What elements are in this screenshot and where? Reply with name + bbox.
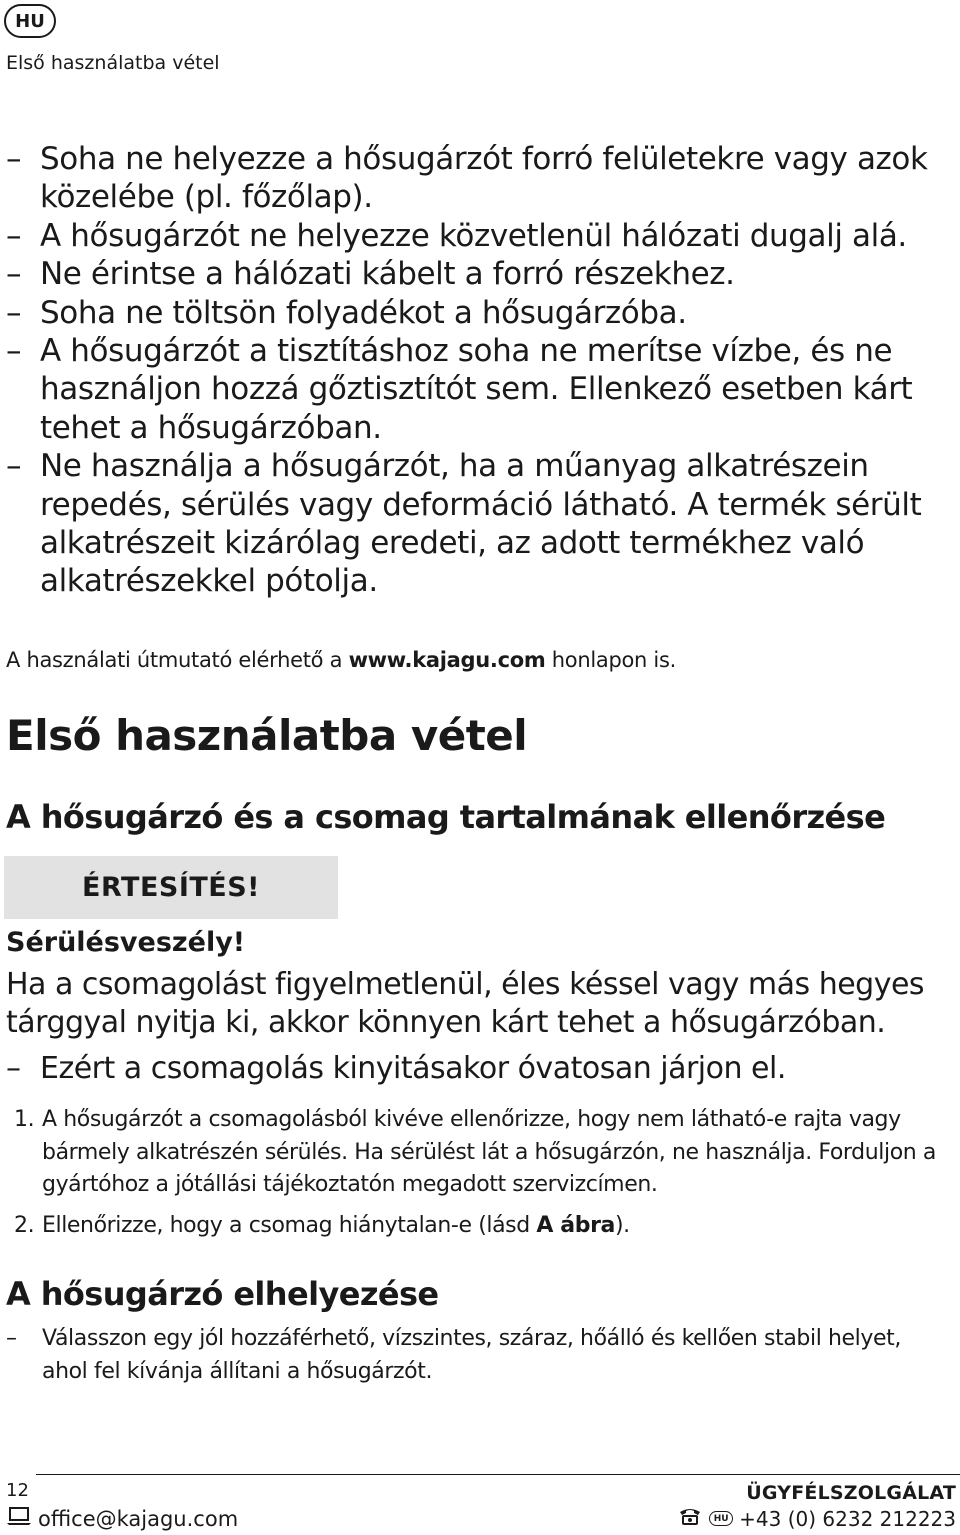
list-item: – A hősugárzót a tisztításhoz soha ne merítse vízbe, és ne használjon hozzá gőztisztítót sem. Ellenkező esetben kárt tehet a hősugárzóban. [6,332,956,447]
running-header-title: Első használatba vétel [6,52,220,74]
note-prefix: A használati útmutató elérhető a [6,648,349,672]
subsection-title-placement: A hősugárzó elhelyezése [6,1275,439,1313]
email-address[interactable]: office@kajagu.com [38,1506,239,1531]
warning-bullet-list [6,1051,786,1086]
list-item: – Válasszon egy jól hozzáférhető, vízszintes, száraz, hőálló és kellően stabil helyet, ahol fel kívánja állítani a hősugárzót. [6,1323,946,1388]
phone-number[interactable]: +43 (0) 6232 212223 [739,1506,956,1531]
step-text-prefix: Ellenőrizze, hogy a csomag hiánytalan-e (lásd [42,1212,537,1238]
phone-icon [677,1506,703,1531]
list-item: – Soha ne helyezze a hősugárzót forró felületekre vagy azok közelébe (pl. főzőlap). [6,140,956,217]
step-text-suffix: ). [614,1212,630,1238]
manual-availability-note [6,648,676,672]
step-number: 2. [14,1212,35,1238]
placement-bullet-list [6,1323,946,1388]
steps-list [6,1104,941,1250]
list-item: – Ne érintse a hálózati kábelt a forró részekhez. [6,255,956,293]
safety-bullet-list [6,140,956,601]
website-link[interactable]: www.kajagu.com [348,648,546,672]
list-item: – Ezért a csomagolás kinyitásakor óvatosan járjon el. [40,1051,786,1086]
notice-box [4,856,338,919]
language-badge: HU [4,4,56,38]
step-text: A hősugárzót a csomagolásból kivéve ellenőrizze, hogy nem látható-e rajta vagy bármely alkatrészén sérülés. Ha sérülést lát a hősugárzón, ne használja. Forduljon a gyártóhoz a jótállási tájékoztatón megadott szervizcímen. [42,1107,936,1197]
subsection-title-check: A hősugárzó és a csomag tartalmának ellenőrzése [6,798,886,836]
footer-divider [36,1474,960,1475]
step-text [42,1213,630,1238]
phone-country-badge: HU [709,1511,733,1526]
figure-reference: A ábra [536,1212,615,1238]
warning-title: Sérülésveszély! [6,927,246,958]
list-item: – Soha ne töltsön folyadékot a hősugárzóba. [6,294,956,332]
step-number: 1. [14,1107,35,1132]
list-item: – A hősugárzót ne helyezze közvetlenül hálózati dugalj alá. [6,217,956,255]
footer-email [6,1506,238,1531]
laptop-icon [6,1506,32,1531]
notice-label: ÉRTESÍTÉS! [82,872,260,903]
warning-text: Ha a csomagolást figyelmetlenül, éles késsel vagy más hegyes tárggyal nyitja ki, akkor könnyen kárt tehet a hősugárzóban. [6,967,925,1040]
note-suffix: honlapon is. [545,648,676,672]
section-title: Első használatba vétel [6,711,528,760]
step-item [6,1104,941,1202]
footer-phone [677,1506,956,1531]
customer-service-title: ÜGYFÉLSZOLGÁLAT [746,1482,956,1504]
step-item [6,1210,941,1243]
page-number: 12 [6,1480,29,1501]
list-item: – Ne használja a hősugárzót, ha a műanyag alkatrészein repedés, sérülés vagy deformáció látható. A termék sérült alkatrészeit kizárólag eredeti, az adott termékhez való alkatrészekkel pótolja. [6,447,956,601]
